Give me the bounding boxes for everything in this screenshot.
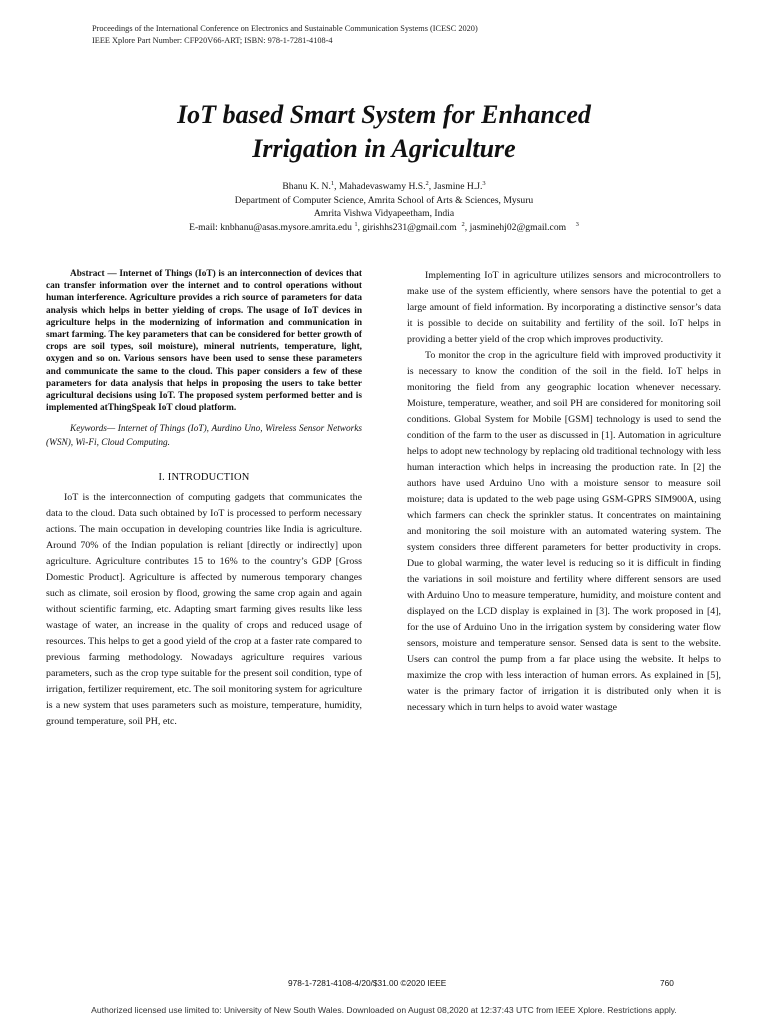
title-line-1: IoT based Smart System for Enhanced (177, 100, 591, 129)
conference-header (92, 23, 478, 46)
paper-title (0, 98, 768, 166)
author-names: Bhanu K. N.$^1$, Mahadevaswamy H.S.$^2$, Jasmine H.J.$^3$ (282, 180, 486, 192)
header-line-2: IEEE Xplore Part Number: CFP20V66-ART; ISBN: 978-1-7281-4108-4 (92, 35, 333, 45)
abstract-text: Internet of Things (IoT) is an interconnection of devices that can transfer information over the internet and to control operations without human interference. Agriculture provides a rich source of parameters for data analysis which helps in better yielding of crops. The usage of IoT devices in agriculture helps in the modernizing of information and communication in smart farming. The key parameters that can be considered for better growth of crops are soil types, soil moisture), mineral nutrients, temperature, light, oxygen and so on. Various sensors have been used to sense these parameters and communicate the same to the cloud. This paper considers a few of these parameters for data analysis that helps in proposing the users to take better agricultural decisions using IoT. The proposed system performed better and is implemented atThingSpeak IoT cloud platform. (46, 269, 362, 414)
author-emails: E-mail: knbhanu@asas.mysore.amrita.edu $^1$, girishhs231@gmail.com $^2$, jasminehj02@gmail.com $^3$ (189, 220, 579, 233)
author-university: Amrita Vishwa Vidyapeetham, India (313, 208, 455, 219)
header-line-1: Proceedings of the International Conference on Electronics and Sustainable Communication Systems (ICESC 2020) (92, 24, 478, 33)
body-paragraph-2: To monitor the crop in the agriculture field with improved productivity it is necessary to know the condition of the soil in the field. IoT helps in monitoring the field from any geographic location whenever necessary. Moisture, temperature, weather, and soil PH are considered for monitoring soil conditions. Global System for Mobile [GSM] technology is used to send the condition of the farm to the user as discussed in [1]. Automation in agriculture helps to adopt new technology by replacing old traditional technology with less human interaction which helps in increasing the production rate. In [2] the authors have used Arduino Uno with a moisture sensor to measure soil moisture; data is updated to the web page using GSM-GPRS SIM900A, using which farmers can check the sprinkler status. It concentrates on maintaining and monitoring the soil moisture with an automated watering system. The system considers three different parameters for better productivity in crops. Due to global warming, the water level is reducing so it is difficult in finding the variations in soil moisture and fertility where different sensors are used with Arduino Uno to measure temperature, humidity, and moisture content and displayed on the LCD display is explained in [3]. The work proposed in [4], for the use of Arduino Uno in the irrigation system by considering water flow sensors, moisture and temperature sensor. Sensed data is sent to the website. Users can control the pump from a far place using the website. It helps to maximize the crop with less interaction of human errors. As explained in [5], water is the primary factor of irrigation it is distributed only when it is necessary which in turn helps to avoid water wastage (407, 350, 722, 713)
footer-isbn: 978-1-7281-4108-4/20/$31.00 ©2020 IEEE (288, 978, 447, 988)
body-paragraph-1: Implementing IoT in agriculture utilizes sensors and microcontrollers to make use of the system efficiently, where sensors have the potential to get a large amount of field information. By incorporating a distinctive sensor’s data it is possible to decide on suitability and fertility of the soil. IoT helps in providing a better yield of the crop which improves productivity. (407, 270, 721, 345)
right-column (407, 268, 721, 716)
title-line-2: Irrigation in Agriculture (252, 134, 516, 163)
abstract-label: Abstract — (70, 269, 120, 279)
introduction-paragraph: IoT is the interconnection of computing gadgets that communicates the data to the cloud. Data such obtained by IoT is processed to perform necessary actions. The main occupation in developing countries like India is agriculture. Around 70% of the Indian population is reliant [directly or indirectly] upon agriculture. Agriculture contributes 15 to 16% to the country’s GDP [Gross Domestic Product]. Agriculture is affected by numerous temporary changes such as climate, soil erosion by flood, growing the same crop again and again without scientific farming, etc. Adapting smart farming gives results like less wastage of water, an increase in the quality of crops and reduced usage of resources. This helps to get a good yield of the crop at a faster rate compared to previous farming methodology. Nowadays agriculture requires various parameters, such as the crop type suitable for the present soil condition, type of irrigation, fertilizer requirement, etc. The soil monitoring system for agriculture is a new system that uses parameters such as moisture, temperature, humidity, ground temperature, soil PH, etc. (46, 492, 362, 728)
author-block (0, 180, 768, 234)
section-heading-introduction: I. INTRODUCTION (158, 472, 250, 484)
keywords: Keywords— Internet of Things (IoT), Aurdino Uno, Wireless Sensor Networks (WSN), Wi-Fi, Cloud Computing. (46, 424, 362, 449)
page-number: 760 (660, 978, 674, 988)
license-notice: Authorized licensed use limited to: University of New South Wales. Downloaded on August 08,2020 at 12:37:43 UTC from IEEE Xplore. Restrictions apply. (91, 1005, 677, 1015)
abstract (46, 268, 362, 414)
left-column (46, 268, 362, 730)
author-department: Department of Computer Science, Amrita School of Arts & Sciences, Mysuru (234, 194, 534, 206)
